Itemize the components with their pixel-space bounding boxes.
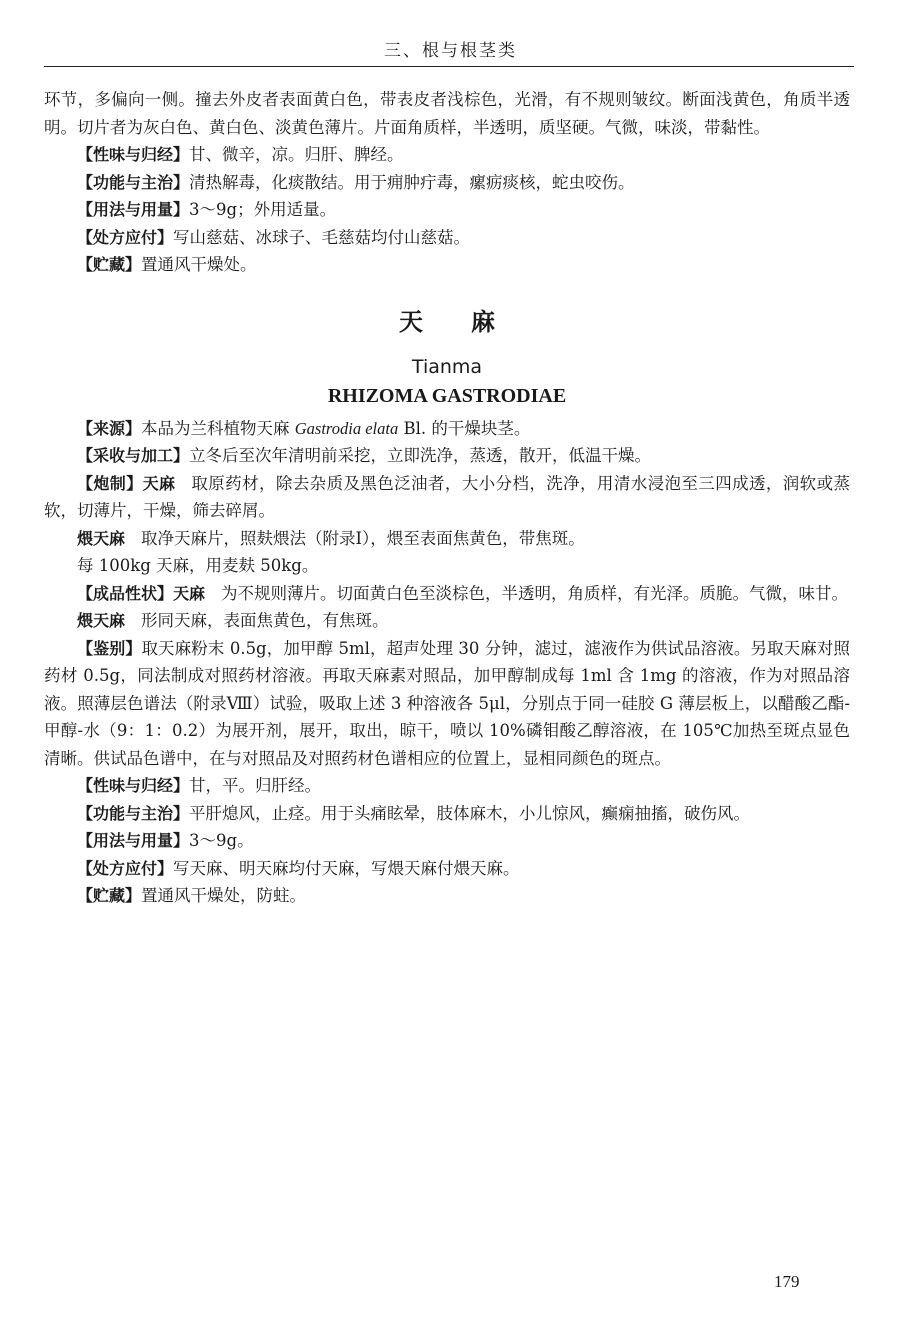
xingwei-label: 【性味与归经】 <box>77 776 190 795</box>
page-number: 179 <box>774 1272 800 1291</box>
prev-entry-description: 环节，多偏向一侧。撞去外皮者表面黄白色，带表皮者浅棕色，光滑，有不规则皱纹。断面浅黄色，角质半透明。切片者为灰白色、黄白色、淡黄色薄片。片面角质样，半透明，质坚硬。气微，味淡，带黏性。 <box>44 90 850 137</box>
caishou-paragraph <box>44 442 850 470</box>
prev-yongfa-paragraph <box>44 196 850 224</box>
laiyuan-latin-species: Gastrodia elata <box>294 418 399 438</box>
prev-zhucang-label: 【贮藏】 <box>77 255 142 274</box>
xingzhuang-label: 【成品性状】 <box>77 583 174 603</box>
laiyuan-text-pre: 本品为兰科植物天麻 <box>141 418 295 438</box>
prev-gongneng-paragraph <box>44 169 850 197</box>
prev-chufang-paragraph <box>44 224 850 252</box>
prev-yongfa-label: 【用法与用量】 <box>77 200 190 219</box>
entry-latin-name: RHIZOMA GASTRODIAE <box>327 384 567 407</box>
gongneng-text: 平肝熄风，止痉。用于头痛眩晕，肢体麻木，小儿惊风，癫痫抽搐，破伤风。 <box>189 803 751 823</box>
prev-gongneng-label: 【功能与主治】 <box>77 172 190 192</box>
paozhi-text: 取原药材，除去杂质及黑色泛油者，大小分档，洗净，用清水浸泡至三四成透，润软或蒸软，切薄片，干燥，筛去碎屑。 <box>44 473 850 520</box>
caishou-text: 立冬后至次年清明前采挖，立即洗净，蒸透，散开，低温干燥。 <box>189 446 652 465</box>
zhucang-text: 置通风干燥处，防蛀。 <box>141 886 307 905</box>
running-head: 三、根与根茎类 <box>384 41 517 61</box>
xingzhuang-sub-tianma: 天麻 <box>173 583 206 603</box>
jianbie-label: 【鉴别】 <box>77 638 142 658</box>
paozhi-sub-tianma: 天麻 <box>142 473 176 493</box>
prev-xingwei-text: 甘、微辛，凉。归肝、脾经。 <box>189 145 404 164</box>
weitianma-paragraph <box>44 525 850 553</box>
header-rule <box>44 66 854 67</box>
page-body <box>44 86 850 910</box>
entry-pinyin: Tianma <box>411 355 483 378</box>
xingzhuang-text: 为不规则薄片。切面黄白色至淡棕色，半透明，角质样，有光泽。质脆。气微，味甘。 <box>221 583 849 603</box>
prev-zhucang-paragraph <box>44 251 850 279</box>
paozhi-label: 【炮制】 <box>77 473 143 493</box>
xingzhuang-wei-sub: 煨天麻 <box>77 611 126 630</box>
paozhi-paragraph <box>44 470 850 525</box>
chufang-text: 写天麻、明天麻均付天麻，写煨天麻付煨天麻。 <box>173 858 520 878</box>
xingwei-paragraph <box>44 772 850 800</box>
chufang-paragraph <box>44 855 850 883</box>
zhucang-label: 【贮藏】 <box>77 886 142 905</box>
laiyuan-paragraph <box>44 415 850 443</box>
yongfa-paragraph <box>44 827 850 855</box>
laiyuan-text-post: Bl. 的干燥块茎。 <box>398 418 531 438</box>
weitianma-text: 取净天麻片，照麸煨法（附录Ⅰ），煨至表面焦黄色，带焦斑。 <box>141 528 585 548</box>
weitianma-sub: 煨天麻 <box>77 528 126 548</box>
yongfa-text: 3～9g。 <box>189 831 254 850</box>
gongneng-label: 【功能与主治】 <box>77 803 190 823</box>
weitianma-ratio: 每 100kg 天麻，用麦麸 50kg。 <box>77 556 319 575</box>
laiyuan-label: 【来源】 <box>77 418 142 438</box>
prev-gongneng-text: 清热解毒，化痰散结。用于痈肿疔毒，瘰疬痰核，蛇虫咬伤。 <box>189 172 635 192</box>
prev-chufang-text: 写山慈菇、冰球子、毛慈菇均付山慈菇。 <box>173 227 471 247</box>
xingzhuang-wei-paragraph <box>44 607 850 635</box>
gongneng-paragraph <box>44 800 850 828</box>
prev-xingwei-paragraph <box>44 141 850 169</box>
yongfa-label: 【用法与用量】 <box>77 831 190 850</box>
chufang-label: 【处方应付】 <box>77 858 174 878</box>
zhucang-paragraph <box>44 882 850 910</box>
xingzhuang-wei-text: 形同天麻，表面焦黄色，有焦斑。 <box>141 611 389 630</box>
jianbie-paragraph <box>44 635 850 773</box>
entry-title: 天麻 <box>399 307 543 336</box>
caishou-label: 【采收与加工】 <box>77 446 190 465</box>
jianbie-text: 取天麻粉末 0.5g，加甲醇 5ml，超声处理 30 分钟，滤过，滤液作为供试品溶液。另取天麻对照药材 0.5g，同法制成对照药材溶液。再取天麻素对照品，加甲醇制成每 1ml 含 1mg 的溶液，作为对照品溶液。照薄层色谱法（附录Ⅷ）试验，吸取上述 3 种溶液各 5μl，分别点于同一硅胶 G 薄层板上，以醋酸乙酯-甲醇-水（9：1：0.2）为展开剂，展开，取出，晾干，喷以 10%磷钼酸乙醇溶液，在 105℃加热至斑点显色清晰。供试品色谱中，在与对照品及对照药材色谱相应的位置上，显相同颜色的斑点。 <box>44 638 850 768</box>
prev-yongfa-text: 3～9g；外用适量。 <box>189 200 337 219</box>
xingzhuang-paragraph <box>44 580 850 608</box>
prev-zhucang-text: 置通风干燥处。 <box>141 255 257 274</box>
prev-xingwei-label: 【性味与归经】 <box>77 145 190 164</box>
xingwei-text: 甘，平。归肝经。 <box>189 776 322 795</box>
prev-chufang-label: 【处方应付】 <box>77 227 174 247</box>
